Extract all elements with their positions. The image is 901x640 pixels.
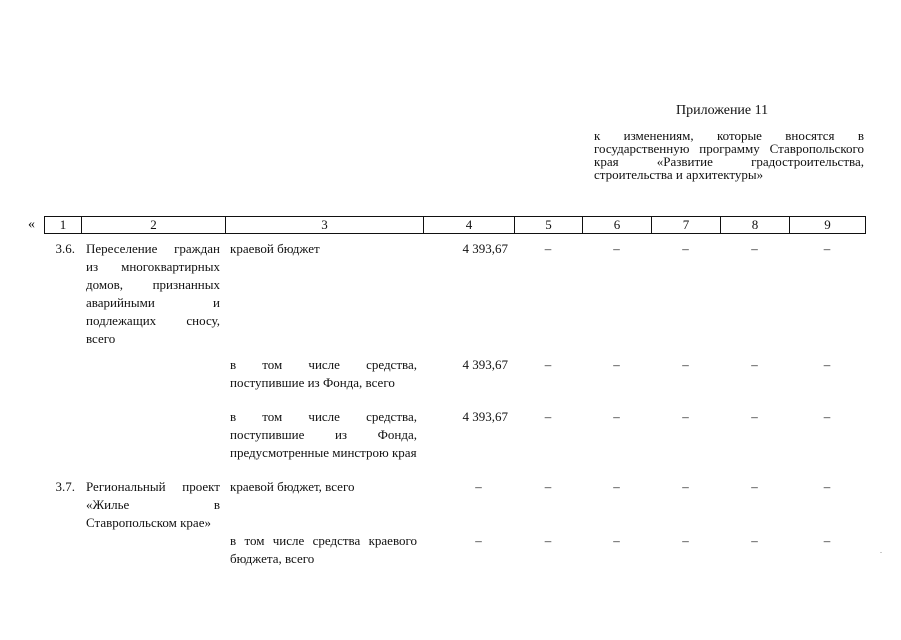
- value-col-5: –: [544, 479, 552, 494]
- row-number: 3.7.: [55, 479, 75, 494]
- column-header-5: 5: [515, 217, 583, 234]
- appendix-description: к изменениям, которые вносятся в государственную программу Ставропольского края «Развитие градостроительства, строительства и архитектуры»: [594, 128, 864, 182]
- value-col-5: –: [544, 533, 552, 548]
- column-header-2: 2: [82, 217, 226, 234]
- table-body: [44, 240, 865, 568]
- row-name: Региональный проект «Жилье в Ставропольском крае»: [86, 479, 220, 530]
- table-row: [44, 240, 865, 348]
- value-col-5: –: [544, 357, 552, 372]
- table-row: [44, 478, 865, 532]
- value-col-4: 4 393,67: [462, 241, 508, 256]
- row-name: Переселение граждан из многоквартирных домов, признанных аварийными и подлежащих сносу, всего: [86, 241, 220, 346]
- value-col-8: –: [751, 409, 758, 424]
- table-row: [44, 392, 865, 462]
- value-col-5: –: [544, 409, 552, 424]
- value-col-7: –: [682, 409, 689, 424]
- table-row: [44, 532, 865, 568]
- value-col-7: –: [682, 533, 689, 548]
- table-open-quote: «: [28, 217, 35, 232]
- value-col-6: –: [613, 479, 620, 494]
- value-col-6: –: [613, 533, 620, 548]
- funding-source: краевой бюджет, всего: [230, 479, 355, 494]
- value-col-9: –: [823, 241, 831, 256]
- value-col-8: –: [751, 357, 758, 372]
- column-header-4: 4: [424, 217, 515, 234]
- value-col-6: –: [613, 409, 620, 424]
- page-mark: .: [880, 546, 882, 555]
- table-row: [44, 348, 865, 392]
- row-number: 3.6.: [55, 241, 75, 256]
- column-header-6: 6: [583, 217, 652, 234]
- appendix-title: Приложение 11: [676, 103, 769, 118]
- funding-source: в том числе средства, поступившие из Фонда, всего: [230, 357, 417, 390]
- table-header: [44, 216, 866, 234]
- funding-source: краевой бюджет: [230, 241, 320, 256]
- value-col-6: –: [613, 357, 620, 372]
- column-header-7: 7: [652, 217, 721, 234]
- value-col-8: –: [751, 241, 758, 256]
- column-header-1: 1: [45, 217, 82, 234]
- value-col-4: 4 393,67: [462, 409, 508, 424]
- value-col-7: –: [682, 479, 689, 494]
- column-header-3: 3: [226, 217, 424, 234]
- value-col-4: 4 393,67: [462, 357, 508, 372]
- value-col-8: –: [751, 479, 758, 494]
- value-col-6: –: [613, 241, 620, 256]
- value-col-4: –: [475, 479, 482, 494]
- value-col-9: –: [823, 409, 831, 424]
- value-col-7: –: [682, 357, 689, 372]
- value-col-9: –: [823, 533, 831, 548]
- value-col-9: –: [823, 357, 831, 372]
- value-col-8: –: [751, 533, 758, 548]
- value-col-7: –: [682, 241, 689, 256]
- value-col-4: –: [475, 533, 482, 548]
- column-header-8: 8: [721, 217, 790, 234]
- funding-source: в том числе средства краевого бюджета, всего: [230, 533, 417, 566]
- funding-source: в том числе средства, поступившие из Фонда, предусмотренные минстрою края: [230, 409, 417, 460]
- value-col-5: –: [544, 241, 552, 256]
- value-col-9: –: [823, 479, 831, 494]
- column-header-9: 9: [790, 217, 866, 234]
